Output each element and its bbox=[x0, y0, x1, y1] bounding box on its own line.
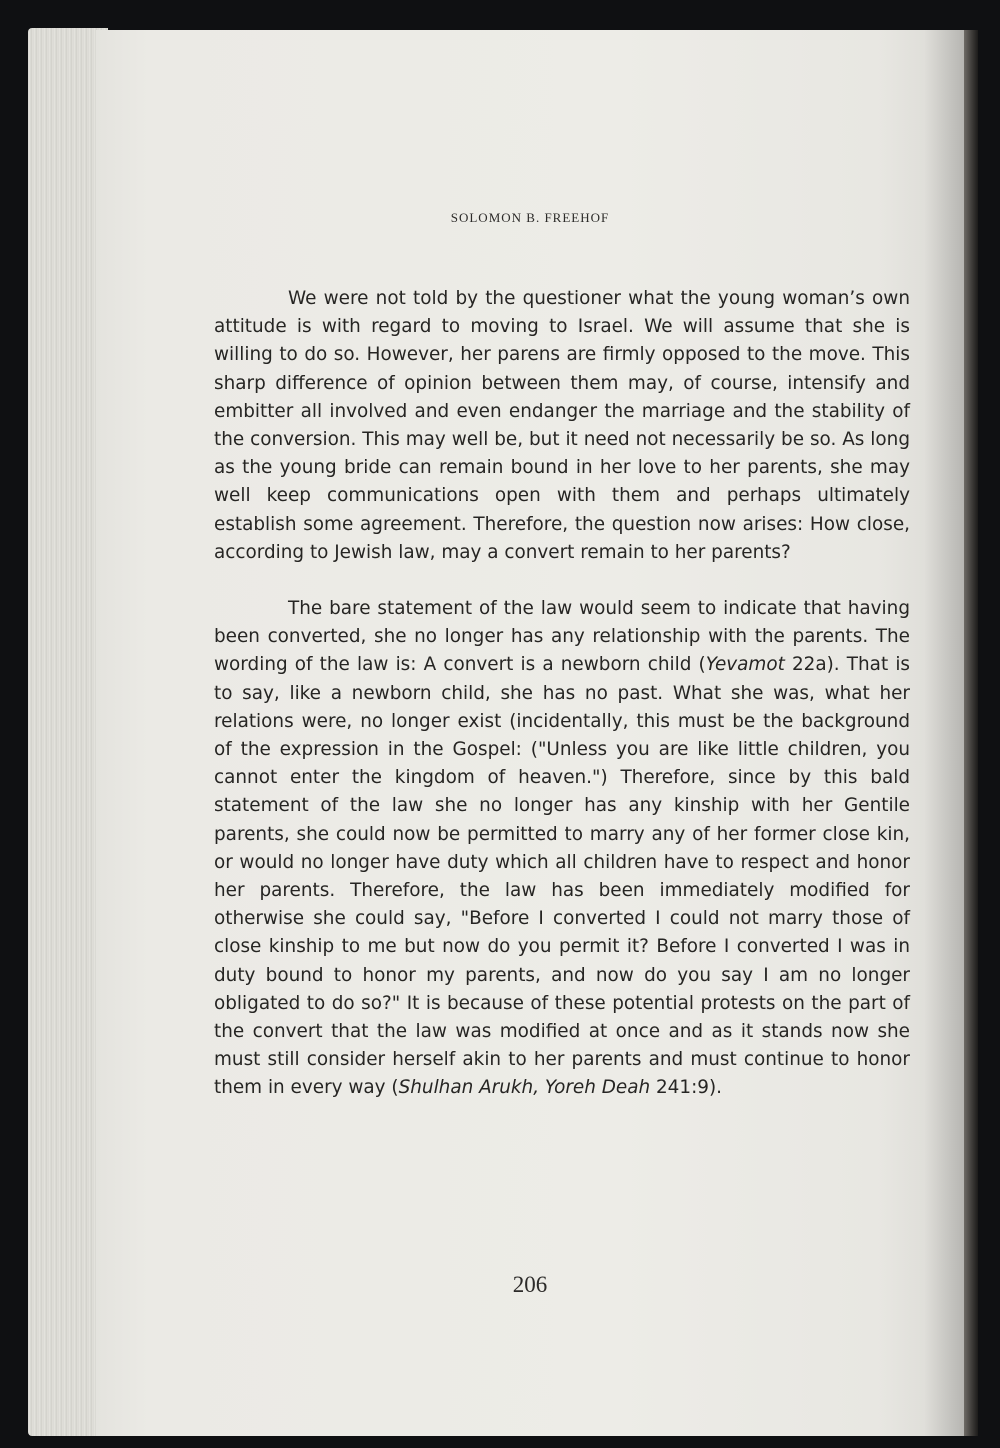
book-page bbox=[96, 30, 964, 1436]
gutter-shadow bbox=[924, 30, 964, 1436]
citation-yevamot: Yevamot bbox=[705, 654, 785, 676]
body-text bbox=[214, 285, 910, 1103]
paragraph-2-text-b: 22a). That is to say, like a newborn child, she has no past. What she was, what her relations were, no longer exist (incidentally, this must be the background of the expression in the Gospel: ("Unless you are like little children, you cannot enter the kingdom of heaven.") Therefore, since by this bald statement of the law she no longer has any kinship with her Gentile parents, she could now be permitted to marry any of her former close kin, or would no longer have duty which all children have to respect and honor her parents. Therefore, the law has been immediately modified for otherwise she could say, "Before I converted I could not marry those of close kinship to me but now do you permit it? Before I converted I was in duty bound to honor my parents, and now do you say I am no longer obligated to do so?" It is because of these potential protests on the part of the convert that the law was modified at once and as it stands now she must still consider herself akin to her parents and must continue to honor them in every way ( bbox=[214, 654, 911, 1099]
paragraph-1-text: We were not told by the questioner what the young woman’s own attitude is with regard to moving to Israel. We will assume that she is willing to do so. However, her parens are firmly opposed to the move. This sharp difference of opinion between them may, of course, intensify and embitter all involved and even endanger the marriage and the stability of the conversion. This may well be, but it need not necessarily be so. As long as the young bride can remain bound in her love to her parents, she may well keep communications open with them and perhaps ultimately establish some agreement. Therefore, the question now arises: How close, according to Jewish law, may a convert remain to her parents? bbox=[214, 288, 910, 563]
citation-shulhan-arukh: Shulhan Arukh, Yoreh Deah bbox=[398, 1077, 651, 1099]
paragraph-2 bbox=[214, 595, 910, 1103]
facing-page-edge bbox=[964, 30, 978, 1436]
running-head: SOLOMON B. FREEHOF bbox=[450, 210, 610, 225]
paragraph-1 bbox=[214, 285, 910, 567]
paragraph-2-text-c: 241:9). bbox=[650, 1077, 723, 1099]
page-number: 206 bbox=[512, 1272, 548, 1297]
paragraph-2-text-a: The bare statement of the law would seem to indicate that having been converted, she no longer has any relationship with the parents. The wording of the law is: A convert is a newborn child ( bbox=[214, 598, 910, 676]
